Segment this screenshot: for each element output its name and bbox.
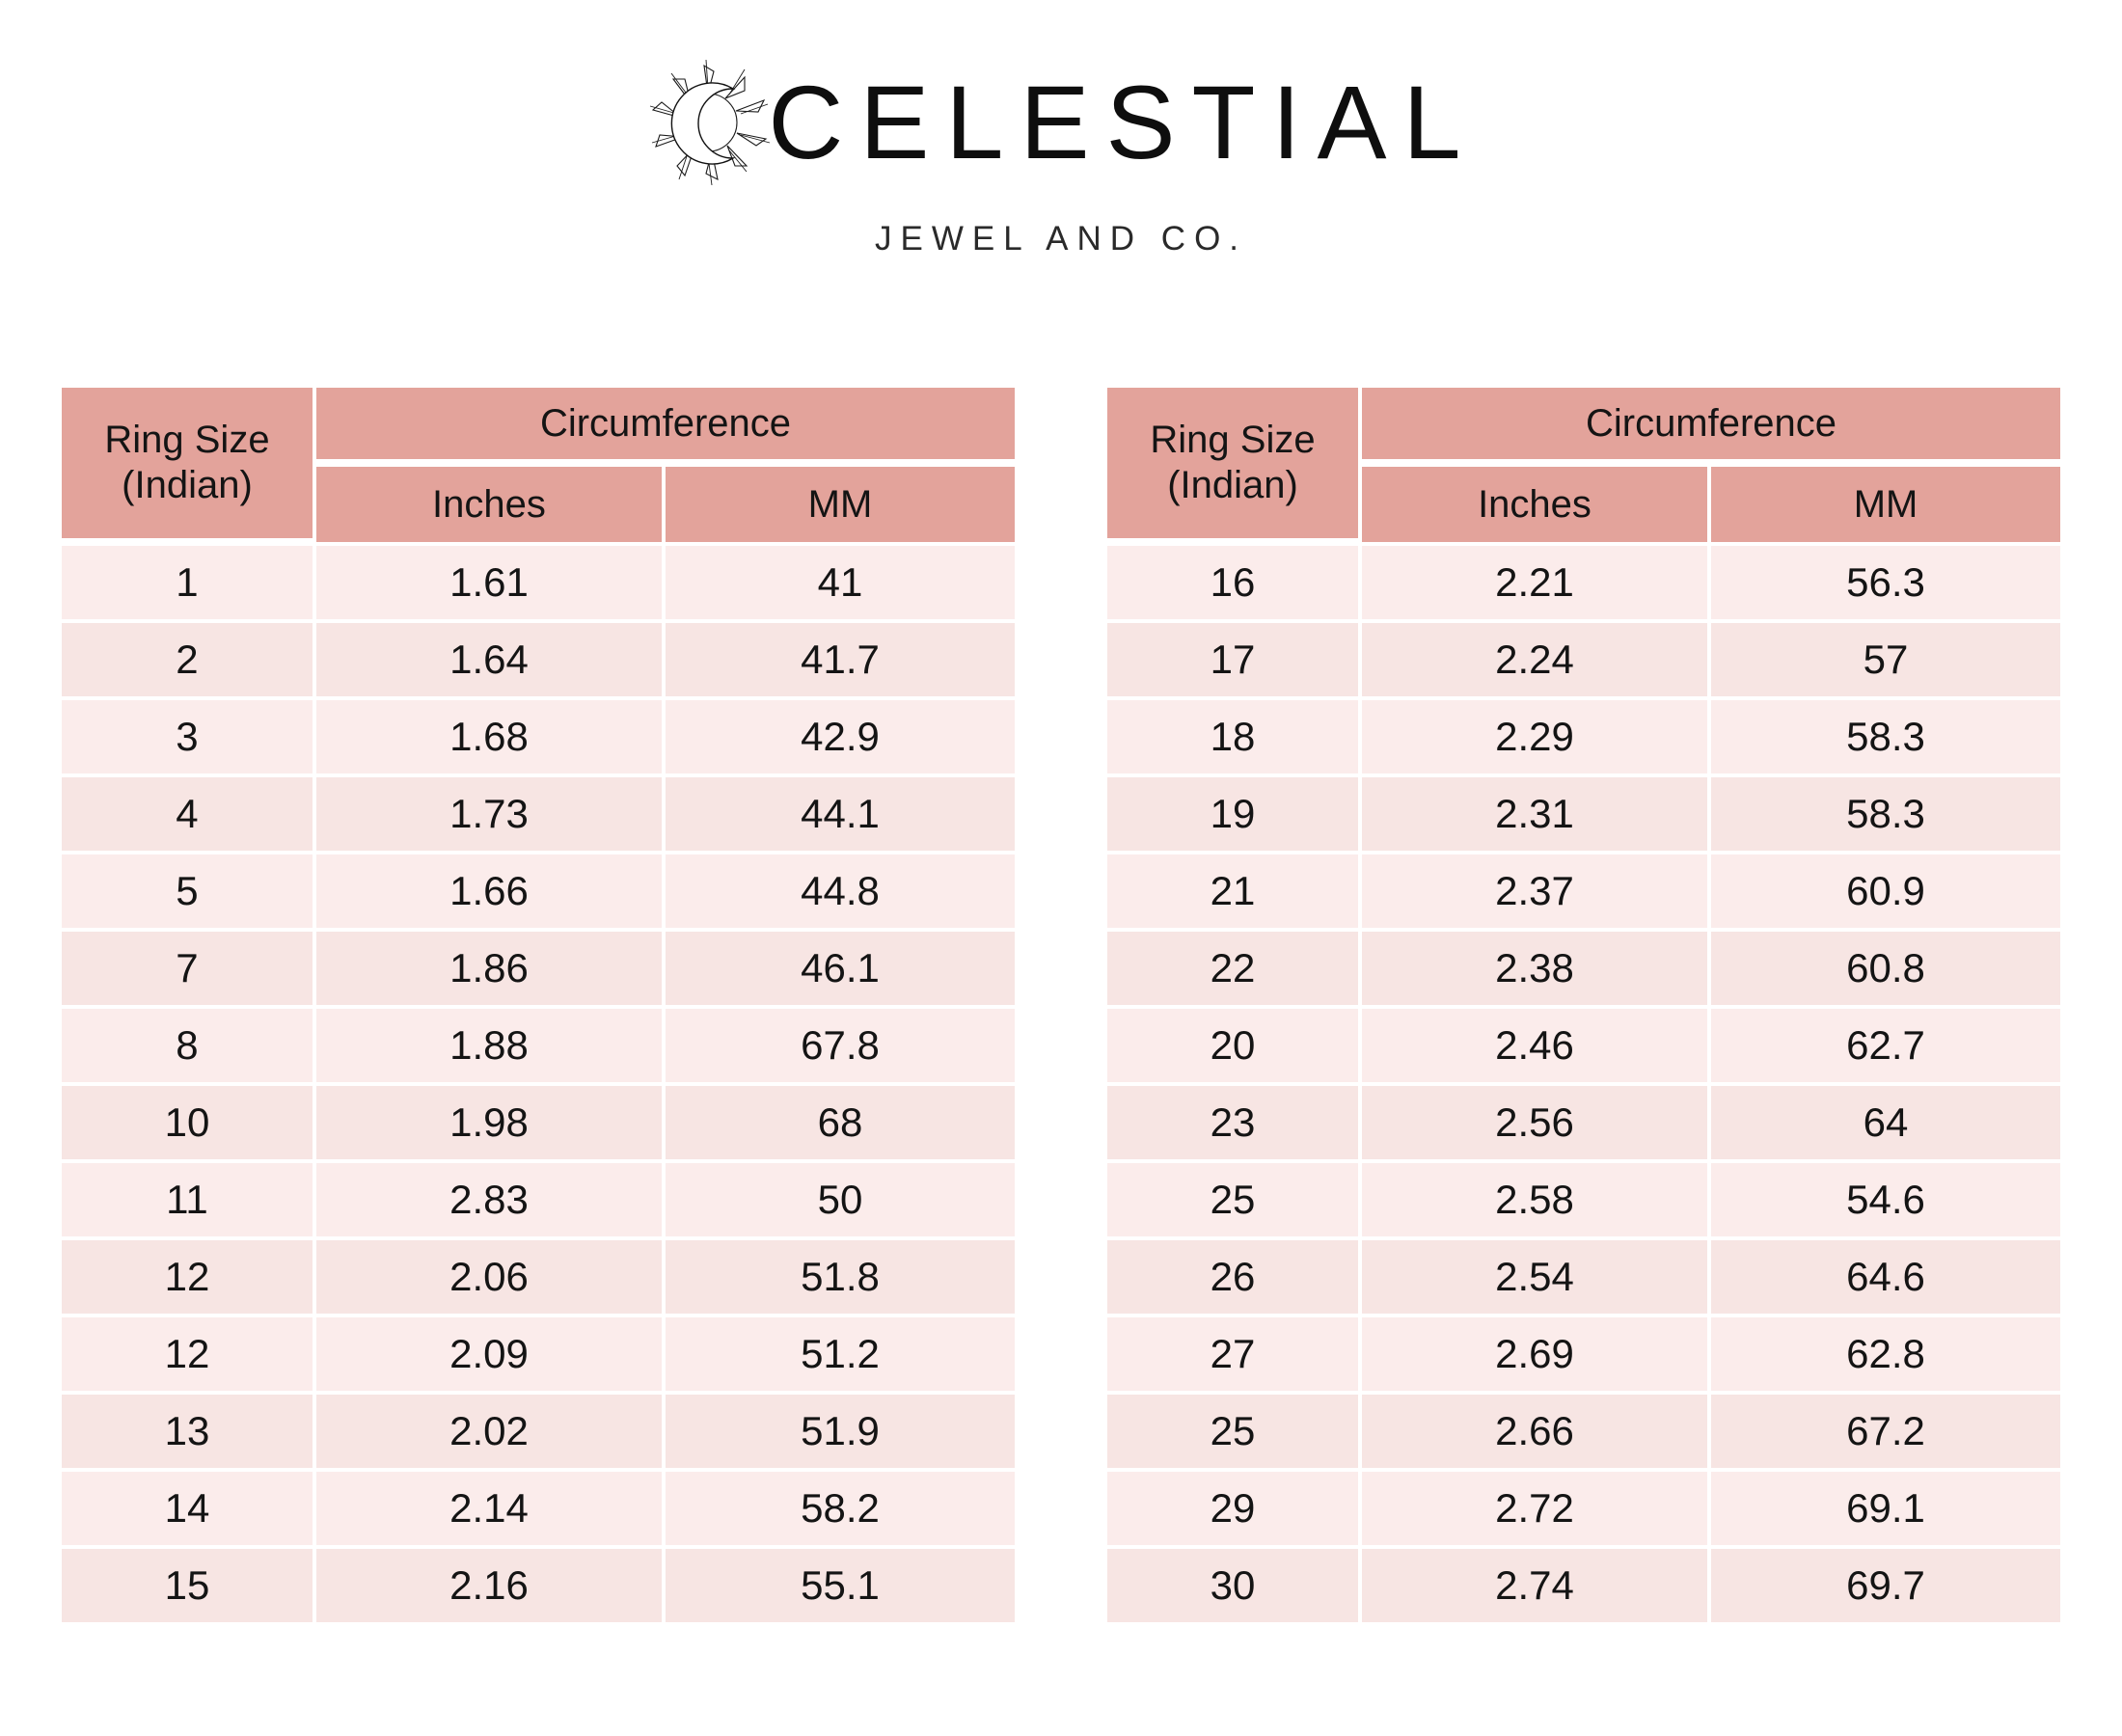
table-row xyxy=(62,700,1015,773)
cell-ring-size: 13 xyxy=(62,1395,316,1468)
cell-inches: 2.46 xyxy=(1362,1009,1711,1082)
table-row xyxy=(1107,1549,2060,1622)
header-ring-size: Ring Size (Indian) xyxy=(62,388,316,542)
table-row xyxy=(62,777,1015,851)
cell-mm: 67.2 xyxy=(1711,1395,2060,1468)
cell-mm: 62.7 xyxy=(1711,1009,2060,1082)
table-row xyxy=(62,623,1015,696)
cell-ring-size: 8 xyxy=(62,1009,316,1082)
cell-inches: 1.73 xyxy=(316,777,666,851)
cell-mm: 50 xyxy=(666,1163,1015,1236)
cell-inches: 2.16 xyxy=(316,1549,666,1622)
header-circumference: Circumference xyxy=(1362,388,2060,463)
cell-ring-size: 3 xyxy=(62,700,316,773)
header-mm: MM xyxy=(1711,467,2060,542)
cell-ring-size: 11 xyxy=(62,1163,316,1236)
table-row xyxy=(1107,1086,2060,1159)
cell-mm: 58.3 xyxy=(1711,700,2060,773)
cell-inches: 2.31 xyxy=(1362,777,1711,851)
cell-mm: 51.9 xyxy=(666,1395,1015,1468)
cell-mm: 64.6 xyxy=(1711,1240,2060,1314)
size-tables-container xyxy=(0,384,2122,1626)
table-row xyxy=(1107,1009,2060,1082)
table-row xyxy=(1107,623,2060,696)
table-row xyxy=(62,1086,1015,1159)
ring-size-table-right xyxy=(1107,384,2060,1626)
cell-inches: 2.58 xyxy=(1362,1163,1711,1236)
table-header-right xyxy=(1107,388,2060,542)
header-ring-size: Ring Size (Indian) xyxy=(1107,388,1362,542)
cell-inches: 1.61 xyxy=(316,546,666,619)
cell-mm: 55.1 xyxy=(666,1549,1015,1622)
cell-mm: 69.7 xyxy=(1711,1549,2060,1622)
cell-ring-size: 30 xyxy=(1107,1549,1362,1622)
cell-ring-size: 10 xyxy=(62,1086,316,1159)
cell-inches: 1.88 xyxy=(316,1009,666,1082)
cell-mm: 67.8 xyxy=(666,1009,1015,1082)
table-header-left xyxy=(62,388,1015,542)
header-inches: Inches xyxy=(1362,467,1711,542)
table-row xyxy=(1107,700,2060,773)
brand-header xyxy=(0,0,2122,258)
brand-tagline: JEWEL AND CO. xyxy=(874,220,1248,258)
table-row xyxy=(1107,777,2060,851)
cell-mm: 44.1 xyxy=(666,777,1015,851)
cell-mm: 42.9 xyxy=(666,700,1015,773)
table-row xyxy=(1107,1472,2060,1545)
cell-mm: 57 xyxy=(1711,623,2060,696)
cell-ring-size: 25 xyxy=(1107,1163,1362,1236)
cell-ring-size: 4 xyxy=(62,777,316,851)
cell-inches: 2.54 xyxy=(1362,1240,1711,1314)
table-row xyxy=(62,1009,1015,1082)
table-body-left xyxy=(62,546,1015,1622)
table-row xyxy=(62,1163,1015,1236)
cell-ring-size: 12 xyxy=(62,1317,316,1391)
table-row xyxy=(1107,1317,2060,1391)
cell-mm: 46.1 xyxy=(666,932,1015,1005)
cell-ring-size: 21 xyxy=(1107,854,1362,928)
cell-ring-size: 12 xyxy=(62,1240,316,1314)
cell-ring-size: 7 xyxy=(62,932,316,1005)
cell-mm: 58.2 xyxy=(666,1472,1015,1545)
cell-mm: 62.8 xyxy=(1711,1317,2060,1391)
cell-mm: 51.2 xyxy=(666,1317,1015,1391)
table-row xyxy=(1107,1163,2060,1236)
cell-ring-size: 26 xyxy=(1107,1240,1362,1314)
table-row xyxy=(62,1472,1015,1545)
cell-ring-size: 22 xyxy=(1107,932,1362,1005)
cell-mm: 60.8 xyxy=(1711,932,2060,1005)
table-row xyxy=(62,854,1015,928)
cell-inches: 2.69 xyxy=(1362,1317,1711,1391)
brand-logo-lockup xyxy=(0,50,2122,195)
cell-mm: 56.3 xyxy=(1711,546,2060,619)
table-row xyxy=(1107,854,2060,928)
brand-name: CELESTIAL xyxy=(768,64,1478,180)
cell-inches: 2.24 xyxy=(1362,623,1711,696)
table-row xyxy=(1107,546,2060,619)
cell-mm: 54.6 xyxy=(1711,1163,2060,1236)
cell-ring-size: 19 xyxy=(1107,777,1362,851)
table-row xyxy=(1107,1240,2060,1314)
cell-ring-size: 2 xyxy=(62,623,316,696)
cell-ring-size: 20 xyxy=(1107,1009,1362,1082)
cell-inches: 2.56 xyxy=(1362,1086,1711,1159)
sun-moon-icon xyxy=(644,50,772,195)
cell-inches: 1.64 xyxy=(316,623,666,696)
cell-inches: 1.98 xyxy=(316,1086,666,1159)
cell-mm: 60.9 xyxy=(1711,854,2060,928)
cell-mm: 41 xyxy=(666,546,1015,619)
cell-ring-size: 5 xyxy=(62,854,316,928)
cell-ring-size: 25 xyxy=(1107,1395,1362,1468)
cell-mm: 69.1 xyxy=(1711,1472,2060,1545)
cell-inches: 1.68 xyxy=(316,700,666,773)
cell-ring-size: 27 xyxy=(1107,1317,1362,1391)
header-mm: MM xyxy=(666,467,1015,542)
cell-inches: 2.74 xyxy=(1362,1549,1711,1622)
cell-inches: 2.83 xyxy=(316,1163,666,1236)
table-row xyxy=(1107,932,2060,1005)
table-row xyxy=(1107,1395,2060,1468)
cell-ring-size: 16 xyxy=(1107,546,1362,619)
cell-inches: 2.38 xyxy=(1362,932,1711,1005)
cell-inches: 2.29 xyxy=(1362,700,1711,773)
header-inches: Inches xyxy=(316,467,666,542)
cell-inches: 2.37 xyxy=(1362,854,1711,928)
table-row xyxy=(62,932,1015,1005)
cell-mm: 58.3 xyxy=(1711,777,2060,851)
cell-mm: 68 xyxy=(666,1086,1015,1159)
cell-inches: 2.14 xyxy=(316,1472,666,1545)
cell-ring-size: 18 xyxy=(1107,700,1362,773)
cell-ring-size: 23 xyxy=(1107,1086,1362,1159)
cell-mm: 44.8 xyxy=(666,854,1015,928)
table-row xyxy=(62,1240,1015,1314)
cell-inches: 1.66 xyxy=(316,854,666,928)
cell-inches: 2.06 xyxy=(316,1240,666,1314)
ring-size-table-left xyxy=(62,384,1015,1626)
cell-mm: 64 xyxy=(1711,1086,2060,1159)
cell-inches: 2.21 xyxy=(1362,546,1711,619)
cell-inches: 2.09 xyxy=(316,1317,666,1391)
table-row xyxy=(62,1549,1015,1622)
table-row xyxy=(62,1395,1015,1468)
cell-ring-size: 1 xyxy=(62,546,316,619)
cell-mm: 41.7 xyxy=(666,623,1015,696)
cell-mm: 51.8 xyxy=(666,1240,1015,1314)
table-row xyxy=(62,1317,1015,1391)
cell-inches: 2.66 xyxy=(1362,1395,1711,1468)
cell-inches: 2.02 xyxy=(316,1395,666,1468)
cell-inches: 2.72 xyxy=(1362,1472,1711,1545)
cell-ring-size: 29 xyxy=(1107,1472,1362,1545)
cell-ring-size: 17 xyxy=(1107,623,1362,696)
table-row xyxy=(62,546,1015,619)
table-body-right xyxy=(1107,546,2060,1622)
header-circumference: Circumference xyxy=(316,388,1015,463)
cell-ring-size: 14 xyxy=(62,1472,316,1545)
cell-inches: 1.86 xyxy=(316,932,666,1005)
cell-ring-size: 15 xyxy=(62,1549,316,1622)
